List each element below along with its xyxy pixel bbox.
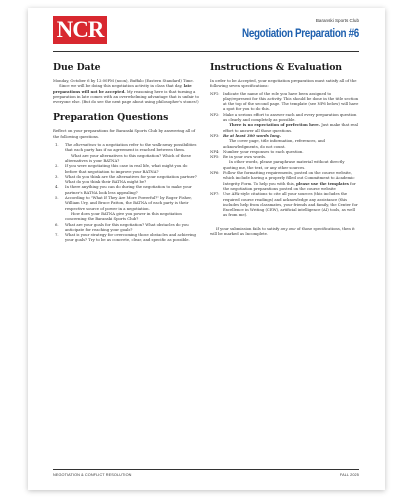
question-list bbox=[53, 142, 199, 243]
late-policy-text: Since we will be doing this negotiation activity in class that day, late preparations will not be accepted. My reasoning here is that turning a preparation in late comes with an overwhelming advantage that is unfair to everyone else. (But do see the next page about using philosopher's stones!) bbox=[53, 83, 199, 105]
specification-item: NP6: Follow the formatting requirements, posted on the course website, which include having a properly filled out Commitment to Academic Integrity Form. To help you with this, please use the templates for the negotiation preparations posted on the course website bbox=[210, 170, 356, 191]
due-date-text: Monday, October 6 by 12:00PM (noon), Buffalo (Eastern Standard) Time. bbox=[53, 78, 194, 83]
header-rule bbox=[53, 51, 359, 52]
ncr-logo: NCR bbox=[53, 16, 107, 44]
question-item: 4. In there anything you can do during the negotiation to make your partner's BATNA look less appealing? bbox=[55, 184, 192, 195]
preparation-questions-heading: Preparation Questions bbox=[53, 112, 169, 124]
specification-item: NP1: Indicate the name of the role you have been assigned to play/represent for this activity. This should be done in the title section at the top of the second page. The template (see NP6 below) will have a spot for you to do this. bbox=[210, 90, 359, 112]
instructions-intro: In order to be Accepted, your negotiation preparation must satisfy all of the following seven specifications: bbox=[210, 78, 357, 89]
footer-rule bbox=[53, 469, 359, 470]
document-page bbox=[28, 8, 385, 490]
closing-text: If your submission fails to satisfy any one of those specifications, then it will be marked as Incomplete. bbox=[210, 225, 355, 237]
question-item: 7. What is your strategy for overcoming those obstacles and achieving your goals? Try to be as concrete, clear, and specific as possible. bbox=[55, 232, 196, 243]
question-item: 3. What do you think are the alternatives for your negotiation partner? What do you think their BATNA might be? bbox=[55, 173, 197, 185]
specification-item: NP2: Make a serious effort to answer each and every preparation question as clearly and completely as possible. There is no expectation of perfection here. Just make that real effort to answer all those questions. bbox=[210, 111, 358, 133]
specification-item: NP7: Use APA-style citations to cite all your sources (this includes the required course readings) and acknowledge any assistance (this includes help from classmates, your friends and family, the Center for Excellence in Writing (CEW), artificial intelligence (AI) tools, as well as from me). bbox=[210, 191, 358, 218]
specification-item: NP5: Be in your own words. In other words, please paraphrase material without directly quoting me, the text, or any other sources. bbox=[210, 154, 345, 170]
footer-term: FALL 2025 bbox=[339, 473, 359, 477]
instructions-heading: Instructions & Evaluation bbox=[210, 62, 342, 73]
specification-item: NP3: Be at least 300 words long. The cover page, title information, references, and acknowledgments, do not count. bbox=[210, 132, 325, 149]
due-date-heading: Due Date bbox=[53, 62, 101, 73]
question-item: 6. What are your goals for this negotiation? What obstacles do you anticipate for reaching your goals? bbox=[55, 221, 189, 232]
footer-course: NEGOTIATION & CONFLICT RESOLUTION bbox=[53, 473, 132, 477]
specification-list bbox=[210, 91, 359, 218]
left-column bbox=[53, 62, 199, 243]
document-title: Negotiation Preparation #6 bbox=[242, 28, 359, 40]
question-item: 1. The alternatives to a negotiation refer to the walk-away possibilities that each party has if no agreement is reached between them. What are your alternatives to this negotiation? Which of these alternatives is your BATNA? bbox=[55, 142, 197, 163]
question-item: 2. If you were negotiating this case in real life, what might you do before that negotiation to improve your BATNA? bbox=[55, 163, 188, 174]
right-column bbox=[210, 62, 359, 236]
club-name: Baranski Sports Club bbox=[315, 18, 359, 23]
specification-item: NP4: Number your responses to each question. bbox=[210, 148, 304, 154]
preparation-intro: Reflect on your preparations for Baranski Sports Club by answering all of the following questions. bbox=[53, 128, 196, 139]
question-item: 5. According to "What If They Are More Powerful?" by Roger Fisher, William Ury, and Bruce Patton, the BATNA of each party is their respective source of power in a negotiation. How does your BATNA give you power in this negotiation concerning the Baranski Sports Club? bbox=[55, 195, 192, 222]
